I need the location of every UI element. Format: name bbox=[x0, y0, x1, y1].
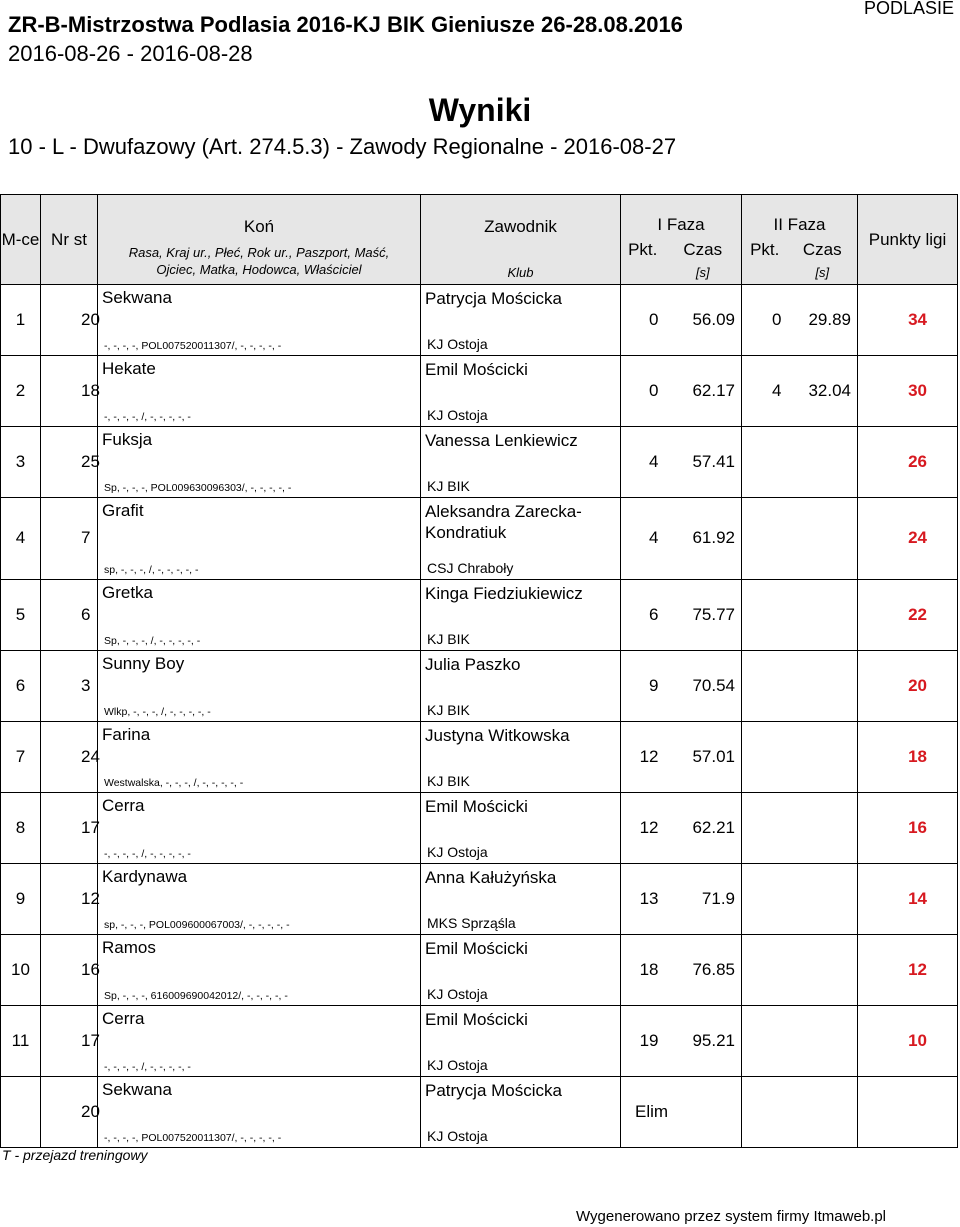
col-pkt1-header: Pkt. bbox=[621, 239, 665, 261]
rider-name: Emil Mościcki bbox=[421, 356, 621, 391]
phase2-time bbox=[788, 934, 858, 1005]
phase1-time bbox=[665, 1076, 742, 1147]
start-number-cell: 3 bbox=[41, 650, 98, 721]
league-points: 30 bbox=[858, 356, 958, 427]
club-name: CSJ Chraboły bbox=[421, 543, 621, 579]
phase1-time: 95.21 bbox=[665, 1005, 742, 1076]
horse-details: Sp, -, -, -, /, -, -, -, -, - bbox=[98, 614, 421, 650]
club-name: KJ BIK bbox=[421, 685, 621, 721]
league-points: 10 bbox=[858, 1005, 958, 1076]
horse-details: sp, -, -, -, POL009600067003/, -, -, -, -, - bbox=[98, 898, 421, 934]
phase1-time: 71.9 bbox=[665, 863, 742, 934]
horse-name: Hekate bbox=[98, 356, 421, 391]
col-phase1-header: I Faza bbox=[621, 195, 742, 239]
col-czas1-unit: [s] bbox=[665, 261, 742, 285]
phase1-time: 61.92 bbox=[665, 498, 742, 580]
start-number-cell: 6 bbox=[41, 579, 98, 650]
rank-cell: 4 bbox=[1, 498, 41, 580]
start-number-cell: 25 bbox=[41, 427, 98, 498]
horse-details: -, -, -, -, POL007520011307/, -, -, -, -, - bbox=[98, 320, 421, 356]
table-row bbox=[1, 1005, 958, 1040]
col-phase2-header: II Faza bbox=[742, 195, 858, 239]
horse-details: Wlkp, -, -, -, /, -, -, -, -, - bbox=[98, 685, 421, 721]
phase1-points: 0 bbox=[621, 285, 665, 356]
horse-name: Sekwana bbox=[98, 285, 421, 320]
horse-details: -, -, -, -, /, -, -, -, -, - bbox=[98, 1040, 421, 1076]
start-number-cell: 17 bbox=[41, 1005, 98, 1076]
phase2-time bbox=[788, 650, 858, 721]
rank-cell: 6 bbox=[1, 650, 41, 721]
table-row bbox=[1, 863, 958, 898]
phase1-time: 70.54 bbox=[665, 650, 742, 721]
horse-details: -, -, -, -, POL007520011307/, -, -, -, -, - bbox=[98, 1111, 421, 1147]
rider-subheader-spacer bbox=[421, 239, 621, 261]
phase2-points bbox=[742, 792, 788, 863]
horse-details: sp, -, -, -, /, -, -, -, -, - bbox=[98, 543, 421, 579]
league-points: 18 bbox=[858, 721, 958, 792]
table-row bbox=[1, 792, 958, 827]
club-name: KJ Ostoja bbox=[421, 969, 621, 1005]
start-number-cell: 17 bbox=[41, 792, 98, 863]
col-horse-header: Koń bbox=[98, 195, 421, 239]
phase1-points: 6 bbox=[621, 579, 665, 650]
col-pkt2-header: Pkt. bbox=[742, 239, 788, 261]
start-number-cell: 12 bbox=[41, 863, 98, 934]
table-row bbox=[1, 579, 958, 614]
rank-cell bbox=[1, 1076, 41, 1147]
horse-name: Kardynawa bbox=[98, 863, 421, 898]
generated-by: Wygenerowano przez system firmy Itmaweb.pl bbox=[576, 1208, 886, 1225]
phase1-time: 57.41 bbox=[665, 427, 742, 498]
table-row bbox=[1, 650, 958, 685]
col-club-header: Klub bbox=[421, 261, 621, 285]
league-points: 20 bbox=[858, 650, 958, 721]
phase1-time: 62.21 bbox=[665, 792, 742, 863]
phase2-time bbox=[788, 427, 858, 498]
phase2-points: 0 bbox=[742, 285, 788, 356]
league-points: 14 bbox=[858, 863, 958, 934]
phase1-time: 62.17 bbox=[665, 356, 742, 427]
horse-details: -, -, -, -, /, -, -, -, -, - bbox=[98, 827, 421, 863]
table-row bbox=[1, 427, 958, 462]
phase1-points: 13 bbox=[621, 863, 665, 934]
phase1-points: 0 bbox=[621, 356, 665, 427]
table-row bbox=[1, 356, 958, 391]
horse-details: Sp, -, -, -, POL009630096303/, -, -, -, -, - bbox=[98, 462, 421, 498]
league-points bbox=[858, 1076, 958, 1147]
footnote: T - przejazd treningowy bbox=[2, 1147, 148, 1163]
phase2-points bbox=[742, 650, 788, 721]
horse-name: Sekwana bbox=[98, 1076, 421, 1111]
phase2-points bbox=[742, 934, 788, 1005]
rank-cell: 2 bbox=[1, 356, 41, 427]
pkt1-unit-spacer bbox=[621, 261, 665, 285]
horse-name: Grafit bbox=[98, 498, 421, 544]
rider-name: Julia Paszko bbox=[421, 650, 621, 685]
rider-name: Justyna Witkowska bbox=[421, 721, 621, 756]
region-label: PODLASIE bbox=[863, 0, 954, 18]
league-points: 22 bbox=[858, 579, 958, 650]
rank-cell: 1 bbox=[1, 285, 41, 356]
phase1-time: 76.85 bbox=[665, 934, 742, 1005]
table-row bbox=[1, 721, 958, 756]
club-name: KJ BIK bbox=[421, 756, 621, 792]
table-body bbox=[1, 285, 958, 1148]
col-league-header: Punkty ligi bbox=[858, 195, 958, 285]
phase1-time: 57.01 bbox=[665, 721, 742, 792]
club-name: KJ BIK bbox=[421, 614, 621, 650]
horse-name: Gretka bbox=[98, 579, 421, 614]
col-czas2-header: Czas bbox=[788, 239, 858, 261]
league-points: 34 bbox=[858, 285, 958, 356]
rider-name: Emil Mościcki bbox=[421, 1005, 621, 1040]
phase2-time bbox=[788, 1076, 858, 1147]
horse-details: Westwalska, -, -, -, /, -, -, -, -, - bbox=[98, 756, 421, 792]
club-name: KJ Ostoja bbox=[421, 320, 621, 356]
rank-cell: 3 bbox=[1, 427, 41, 498]
start-number-cell: 18 bbox=[41, 356, 98, 427]
league-points: 24 bbox=[858, 498, 958, 580]
phase2-points bbox=[742, 1005, 788, 1076]
horse-name: Ramos bbox=[98, 934, 421, 969]
pkt2-unit-spacer bbox=[742, 261, 788, 285]
phase1-points: 19 bbox=[621, 1005, 665, 1076]
horse-name: Fuksja bbox=[98, 427, 421, 462]
club-name: KJ Ostoja bbox=[421, 1111, 621, 1147]
phase2-points bbox=[742, 721, 788, 792]
table-row bbox=[1, 285, 958, 320]
rank-cell: 11 bbox=[1, 1005, 41, 1076]
phase2-time bbox=[788, 721, 858, 792]
page-heading: Wyniki bbox=[428, 92, 532, 128]
phase1-time: 75.77 bbox=[665, 579, 742, 650]
rider-name: Anna Kałużyńska bbox=[421, 863, 621, 898]
rank-cell: 5 bbox=[1, 579, 41, 650]
rider-name: Patrycja Mościcka bbox=[421, 1076, 621, 1111]
rider-name: Vanessa Lenkiewicz bbox=[421, 427, 621, 462]
event-dates: 2016-08-26 - 2016-08-28 bbox=[8, 41, 253, 66]
col-rank-header: M-ce bbox=[1, 195, 41, 285]
phase2-points bbox=[742, 427, 788, 498]
start-number-cell: 16 bbox=[41, 934, 98, 1005]
club-name: KJ Ostoja bbox=[421, 391, 621, 427]
rank-cell: 7 bbox=[1, 721, 41, 792]
phase2-time bbox=[788, 1005, 858, 1076]
phase2-time bbox=[788, 579, 858, 650]
col-rider-header: Zawodnik bbox=[421, 195, 621, 239]
col-nr-header: Nr st bbox=[41, 195, 98, 285]
horse-name: Sunny Boy bbox=[98, 650, 421, 685]
phase2-time: 29.89 bbox=[788, 285, 858, 356]
league-points: 16 bbox=[858, 792, 958, 863]
start-number-cell: 24 bbox=[41, 721, 98, 792]
phase2-points bbox=[742, 579, 788, 650]
phase1-points: 12 bbox=[621, 721, 665, 792]
phase2-time bbox=[788, 863, 858, 934]
club-name: KJ BIK bbox=[421, 462, 621, 498]
competition-subtitle: 10 - L - Dwufazowy (Art. 274.5.3) - Zawody Regionalne - 2016-08-27 bbox=[8, 134, 677, 159]
horse-details: -, -, -, -, /, -, -, -, -, - bbox=[98, 391, 421, 427]
club-name: KJ Ostoja bbox=[421, 827, 621, 863]
league-points: 26 bbox=[858, 427, 958, 498]
phase1-points: 4 bbox=[621, 498, 665, 580]
phase1-points: 4 bbox=[621, 427, 665, 498]
rank-cell: 10 bbox=[1, 934, 41, 1005]
col-horse-subheader: Rasa, Kraj ur., Płeć, Rok ur., Paszport, Maść, Ojciec, Matka, Hodowca, Właściciel bbox=[98, 239, 421, 285]
phase1-time: 56.09 bbox=[665, 285, 742, 356]
phase2-time: 32.04 bbox=[788, 356, 858, 427]
table-row bbox=[1, 498, 958, 544]
col-czas2-unit: [s] bbox=[788, 261, 858, 285]
phase1-points: 18 bbox=[621, 934, 665, 1005]
rider-name: Kinga Fiedziukiewicz bbox=[421, 579, 621, 614]
phase1-points: 9 bbox=[621, 650, 665, 721]
start-number-cell: 7 bbox=[41, 498, 98, 580]
start-number-cell: 20 bbox=[41, 285, 98, 356]
phase2-points bbox=[742, 1076, 788, 1147]
rider-name: Patrycja Mościcka bbox=[421, 285, 621, 320]
phase2-time bbox=[788, 792, 858, 863]
league-points: 12 bbox=[858, 934, 958, 1005]
club-name: KJ Ostoja bbox=[421, 1040, 621, 1076]
phase2-points bbox=[742, 498, 788, 580]
phase1-points: 12 bbox=[621, 792, 665, 863]
phase2-points bbox=[742, 863, 788, 934]
rider-name: Emil Mościcki bbox=[421, 934, 621, 969]
phase2-points: 4 bbox=[742, 356, 788, 427]
start-number-cell: 20 bbox=[41, 1076, 98, 1147]
table-header bbox=[1, 195, 958, 285]
horse-name: Cerra bbox=[98, 1005, 421, 1040]
event-title: ZR-B-Mistrzostwa Podlasia 2016-KJ BIK Gieniusze 26-28.08.2016 bbox=[8, 12, 683, 37]
rider-name: Emil Mościcki bbox=[421, 792, 621, 827]
table-row bbox=[1, 934, 958, 969]
table-row bbox=[1, 1076, 958, 1111]
horse-details: Sp, -, -, -, 616009690042012/, -, -, -, -, - bbox=[98, 969, 421, 1005]
rank-cell: 9 bbox=[1, 863, 41, 934]
results-table bbox=[0, 194, 958, 1148]
horse-name: Farina bbox=[98, 721, 421, 756]
rank-cell: 8 bbox=[1, 792, 41, 863]
phase1-points: Elim bbox=[621, 1076, 665, 1147]
col-czas1-header: Czas bbox=[665, 239, 742, 261]
club-name: MKS Sprząśla bbox=[421, 898, 621, 934]
phase2-time bbox=[788, 498, 858, 580]
rider-name: Aleksandra Zarecka-Kondratiuk bbox=[421, 498, 621, 544]
horse-name: Cerra bbox=[98, 792, 421, 827]
